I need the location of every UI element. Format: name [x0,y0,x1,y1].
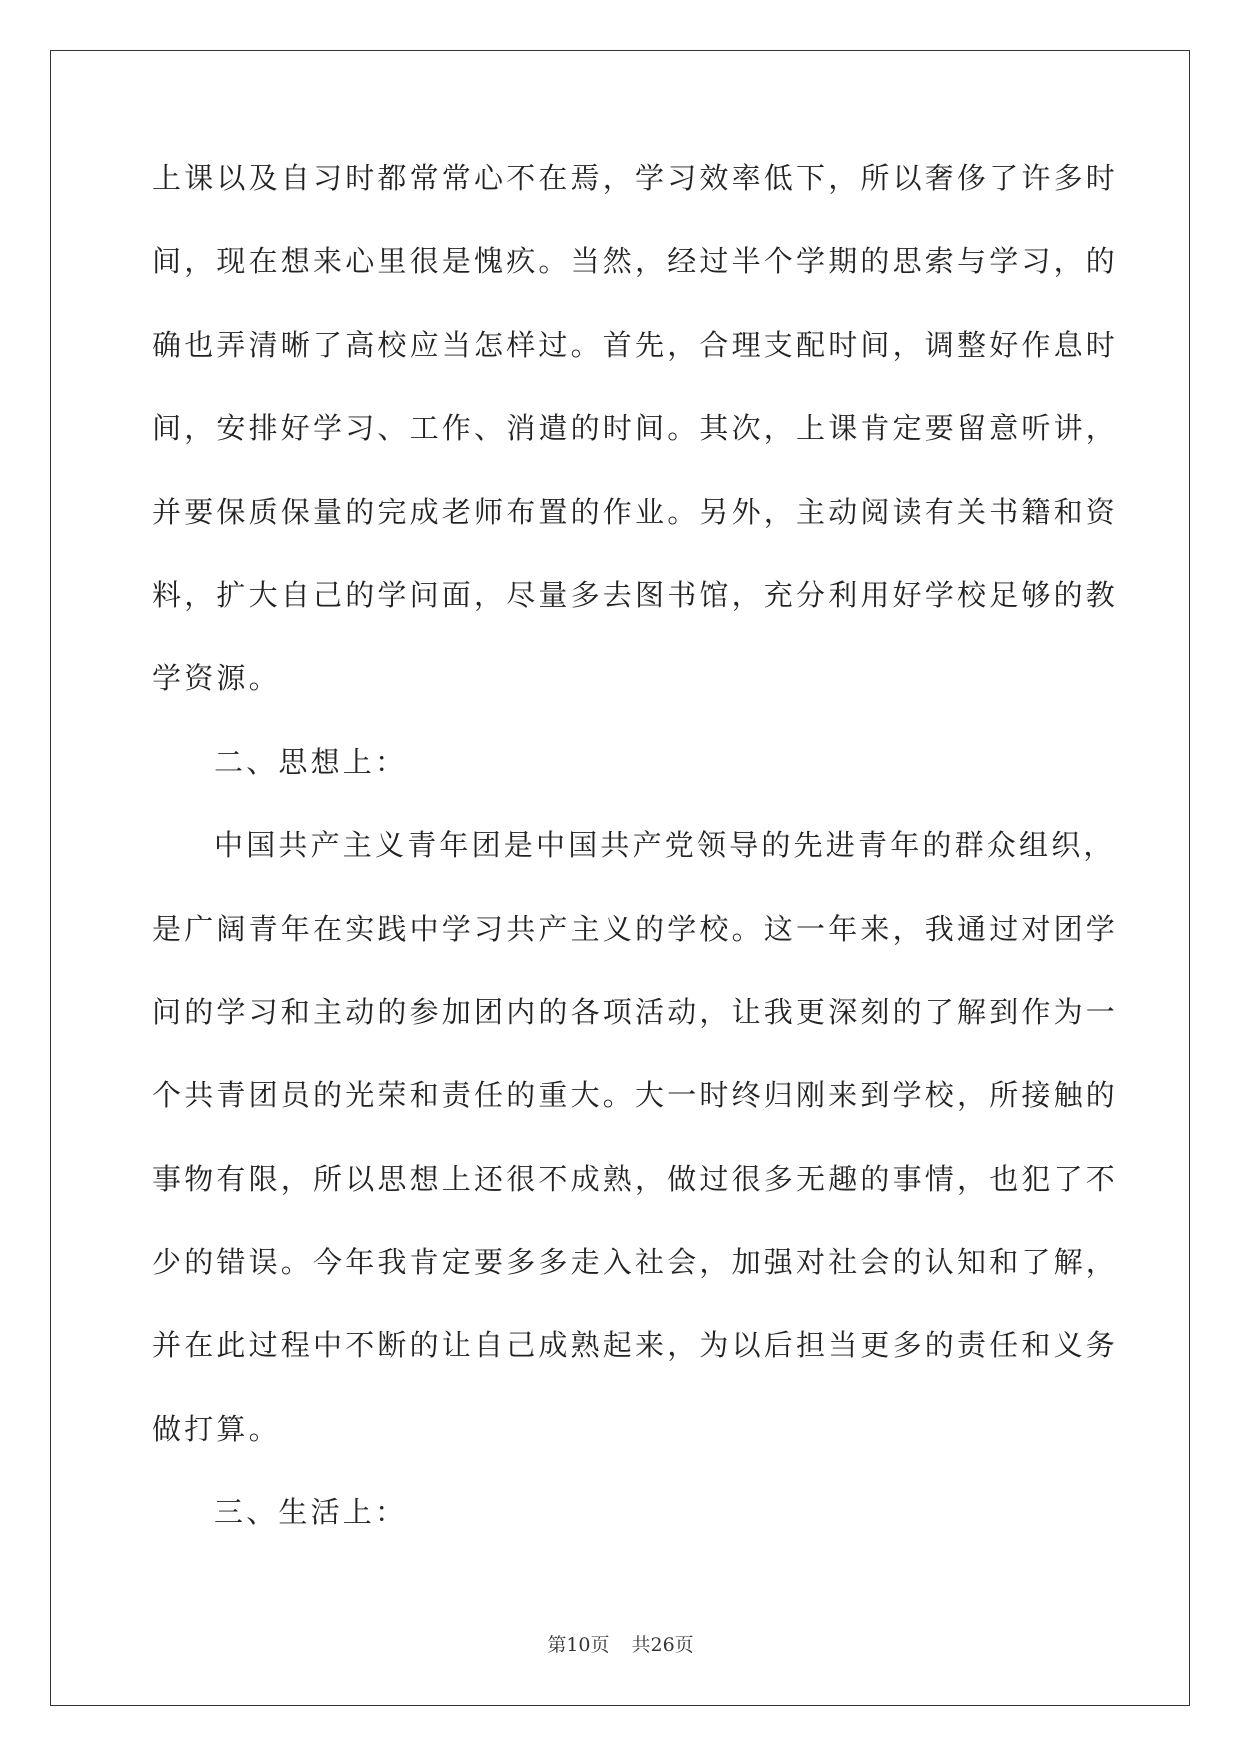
page-number: 第10页 [547,1634,610,1656]
body-line: 学资源。 [152,661,281,696]
body-line: 个共青团员的光荣和责任的重大。大一时终归刚来到学校，所接触的 [152,1078,1119,1113]
body-line: 上课以及自习时都常常心不在焉，学习效率低下，所以奢侈了许多时 [152,161,1119,195]
body-line: 并在此过程中不断的让自己成熟起来，为以后担当更多的责任和义务 [152,1328,1119,1363]
body-line: 问的学习和主动的参加团内的各项活动，让我更深刻的了解到作为一 [152,994,1119,1029]
document-body [152,160,1119,1578]
body-line: 间，现在想来心里很是愧疚。当然，经过半个学期的思索与学习，的 [152,244,1119,279]
body-line: 确也弄清晰了高校应当怎样过。首先，合理支配时间，调整好作息时 [152,327,1119,362]
section-heading: 三、生活上： [214,1495,408,1530]
body-line: 做打算。 [152,1411,281,1446]
section-heading: 二、思想上： [214,744,408,779]
page-total: 共26页 [631,1634,694,1656]
body-line: 是广阔青年在实践中学习共产主义的学校。这一年来，我通过对团学 [152,911,1119,946]
body-line: 料，扩大自己的学问面，尽量多去图书馆，充分利用好学校足够的教 [152,577,1119,612]
body-line: 并要保质保量的完成老师布置的作业。另外，主动阅读有关书籍和资 [152,494,1119,529]
body-line: 少的错误。今年我肯定要多多走入社会，加强对社会的认知和了解， [152,1245,1119,1280]
body-line: 间，安排好学习、工作、消遣的时间。其次，上课肯定要留意听讲， [152,411,1119,446]
body-line: 中国共产主义青年团是中国共产党领导的先进青年的群众组织， [214,828,1116,863]
body-line: 事物有限，所以思想上还很不成熟，做过很多无趣的事情，也犯了不 [152,1161,1119,1196]
page-footer [0,1630,1241,1657]
